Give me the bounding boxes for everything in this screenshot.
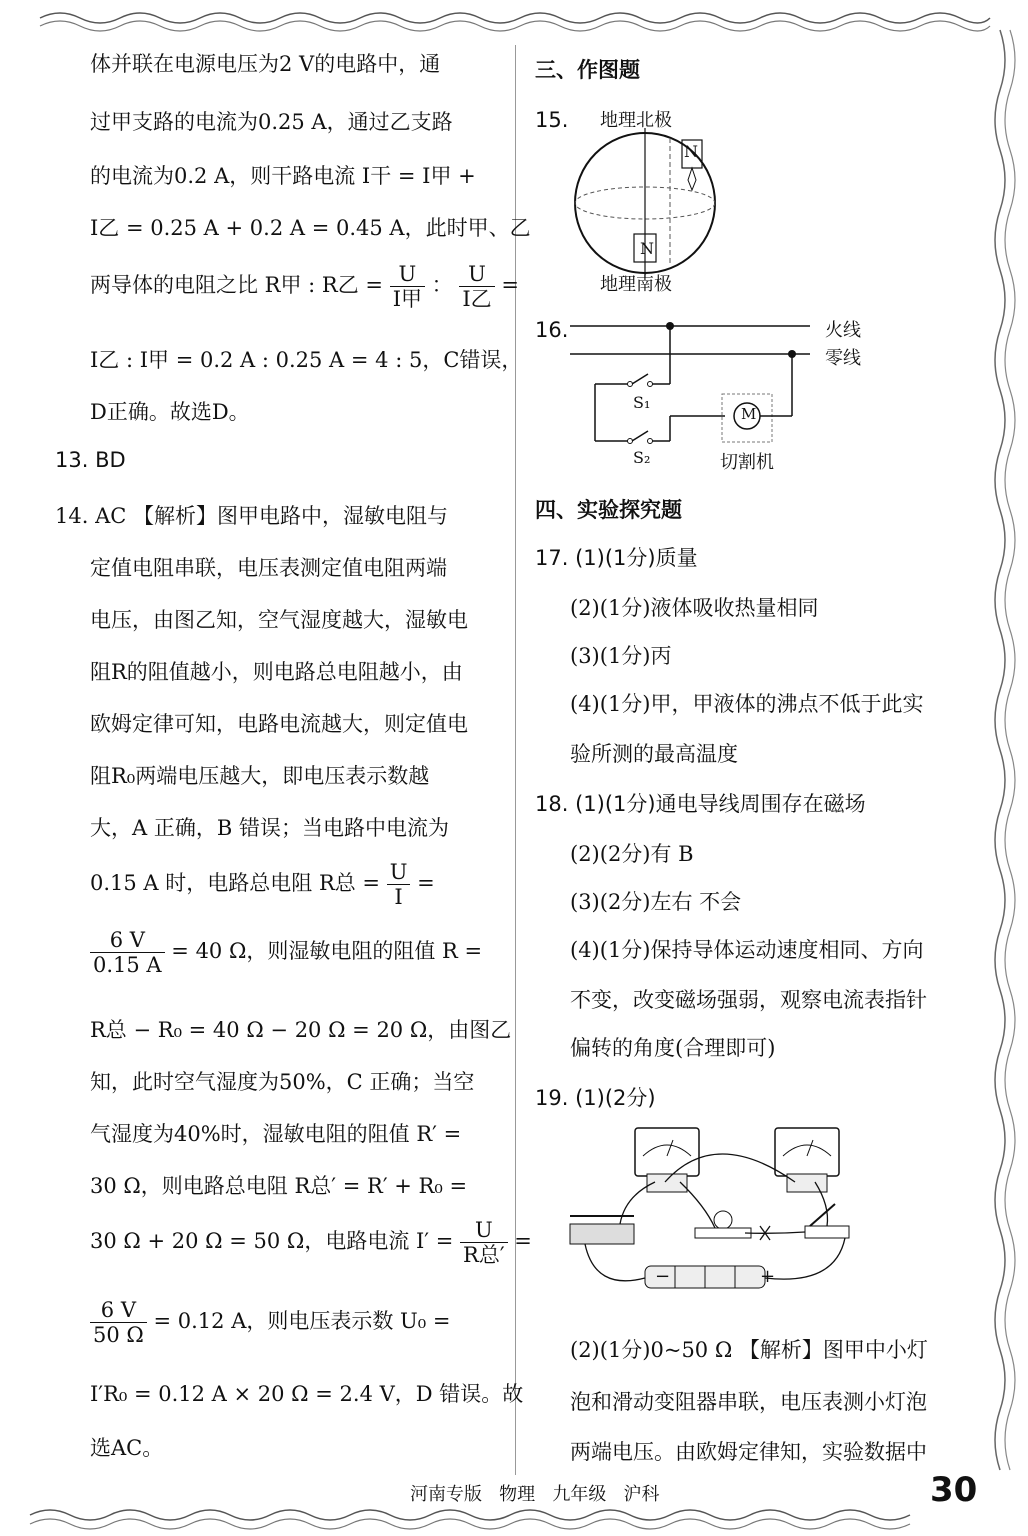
- q14-line-4: 阻R的阻值越小，则电路总电阻越小，由: [90, 660, 463, 684]
- switch-s2-label: S₂: [633, 448, 651, 467]
- q14-line-6: 阻R₀两端电压越大，即电压表示数越: [90, 764, 430, 788]
- q18-part-3: (3)(2分)左右 不会: [570, 890, 742, 914]
- q14-current-text: 30 Ω + 20 Ω = 50 Ω，电路电流 I′ =: [90, 1229, 454, 1253]
- geographic-south-label: 地理南极: [600, 274, 672, 295]
- q18-part-2: (2)(2分)有 B: [570, 842, 694, 866]
- frac-den: I: [394, 885, 403, 909]
- equals: =: [514, 1229, 532, 1253]
- q14-line-11: 知，此时空气湿度为50%，C 正确；当空: [90, 1070, 475, 1094]
- q19-part-2-line-3: 两端电压。由欧姆定律知，实验数据中: [570, 1440, 927, 1464]
- equals: =: [501, 273, 519, 297]
- fraction-u-over-iyi: [459, 262, 494, 311]
- frac-num: U: [390, 262, 425, 287]
- q17-part-4-line-1: (4)(1分)甲，甲液体的沸点不低于此实: [570, 692, 924, 716]
- fraction-u-over-i: [387, 860, 411, 909]
- q14-line-7: 大，A 正确，B 错误；当电路中电流为: [90, 816, 449, 840]
- magnet-north-label: N: [640, 239, 654, 258]
- q17-part-2: (2)(1分)液体吸收热量相同: [570, 596, 819, 620]
- frac-den: 0.15 A: [93, 953, 162, 977]
- frac-den: 50 Ω: [93, 1323, 144, 1347]
- q14-total-resistance-text: 0.15 A 时，电路总电阻 R总 =: [90, 871, 381, 895]
- fraction-6v-over-015a: [90, 928, 165, 977]
- q18-part-4-line-2: 不变，改变磁场强弱，观察电流表指针: [570, 988, 927, 1012]
- frac-num: 6 V: [90, 928, 165, 953]
- page-number: 30: [930, 1470, 978, 1510]
- q18-part-4-line-1: (4)(1分)保持导体运动速度相同、方向: [570, 938, 924, 962]
- q14-line-12: 气湿度为40%时，湿敏电阻的阻值 R′ =: [90, 1122, 462, 1146]
- q14-line-2: 定值电阻串联，电压表测定值电阻两端: [90, 556, 447, 580]
- frac-den: I甲: [392, 287, 422, 311]
- q14-line-13: 30 Ω，则电路总电阻 R总′ = R′ + R₀ =: [90, 1174, 468, 1198]
- battery-positive-label: +: [760, 1266, 776, 1287]
- q14-line-15-text: = 0.12 A，则电压表示数 U₀ =: [153, 1309, 451, 1333]
- q12-line-4: I乙 = 0.25 A + 0.2 A = 0.45 A，此时甲、乙: [90, 216, 531, 240]
- needle-north-label: N: [684, 142, 698, 161]
- frac-den: I乙: [462, 287, 492, 311]
- q18-part-4-line-3: 偏转的角度(合理即可): [570, 1036, 776, 1060]
- neutral-wire-label: 零线: [825, 348, 861, 369]
- q12-line-6: I乙 : I甲 = 0.2 A : 0.25 A = 4 : 5，C错误，: [90, 348, 523, 372]
- q17-part-4-line-2: 验所测的最高温度: [570, 742, 738, 766]
- footer-edition-text: 河南专版 物理 九年级 沪科: [410, 1484, 660, 1505]
- q14-line-14: [90, 1218, 532, 1267]
- frac-num: U: [459, 262, 494, 287]
- frac-den: R总′: [463, 1243, 505, 1267]
- q14-line-17: 选AC。: [90, 1436, 164, 1460]
- cutter-circuit-diagram: [570, 316, 830, 466]
- live-wire-label: 火线: [825, 320, 861, 341]
- fraction-u-over-ijia: [390, 262, 425, 311]
- frac-num: 6 V: [90, 1298, 147, 1323]
- q19-part-1: 19. (1)(2分): [535, 1086, 656, 1110]
- q14-line-16: I′R₀ = 0.12 A × 20 Ω = 2.4 V，D 错误。故: [90, 1382, 524, 1406]
- q14-line-10: R总 − R₀ = 40 Ω − 20 Ω = 20 Ω，由图乙: [90, 1018, 512, 1042]
- motor-label: M: [741, 405, 757, 423]
- q12-line-2: 过甲支路的电流为0.25 A，通过乙支路: [90, 110, 453, 134]
- frac-num: U: [387, 860, 411, 885]
- q12-line-3: 的电流为0.2 A，则干路电流 I干 = I甲 +: [90, 164, 476, 188]
- q12-line-7: D正确。故选D。: [90, 400, 250, 424]
- frac-num: U: [460, 1218, 508, 1243]
- q12-ratio-text: 两导体的电阻之比 R甲 : R乙 =: [90, 273, 383, 297]
- q13-answer: 13. BD: [55, 448, 126, 472]
- equals: =: [417, 871, 435, 895]
- q14-line-8: [90, 860, 435, 909]
- q12-line-1: 体并联在电源电压为2 V的电路中，通: [90, 52, 441, 76]
- q14-line-15: [90, 1298, 450, 1347]
- q12-line-5: [90, 262, 519, 311]
- q16-number: 16.: [535, 318, 569, 342]
- fraction-6v-over-50ohm: [90, 1298, 147, 1347]
- q14-line-1: 14. AC 【解析】图甲电路中，湿敏电阻与: [55, 504, 448, 528]
- q15-number: 15.: [535, 108, 569, 132]
- q17-part-3: (3)(1分)丙: [570, 644, 672, 668]
- q14-line-5: 欧姆定律可知，电路电流越大，则定值电: [90, 712, 468, 736]
- section-4-title: 四、实验探究题: [535, 498, 682, 522]
- section-3-title: 三、作图题: [535, 58, 640, 82]
- q18-part-1: 18. (1)(1分)通电导线周围存在磁场: [535, 792, 866, 816]
- q17-part-1: 17. (1)(1分)质量: [535, 546, 698, 570]
- q14-line-9: [90, 928, 482, 977]
- colon: ：: [431, 273, 453, 297]
- fraction-u-over-rtotal: [460, 1218, 508, 1267]
- q19-part-2-line-2: 泡和滑动变阻器串联，电压表测小灯泡: [570, 1390, 927, 1414]
- switch-s1-label: S₁: [633, 393, 651, 412]
- cutter-label: 切割机: [720, 452, 774, 473]
- q14-line-9-text: = 40 Ω，则湿敏电阻的阻值 R =: [171, 939, 483, 963]
- q19-part-2-line-1: (2)(1分)0~50 Ω 【解析】图甲中小灯: [570, 1338, 928, 1362]
- experiment-circuit-illustration: [565, 1116, 865, 1316]
- q14-line-3: 电压，由图乙知，空气湿度越大，湿敏电: [90, 608, 468, 632]
- battery-negative-label: −: [655, 1266, 671, 1287]
- geographic-north-label: 地理北极: [600, 110, 672, 131]
